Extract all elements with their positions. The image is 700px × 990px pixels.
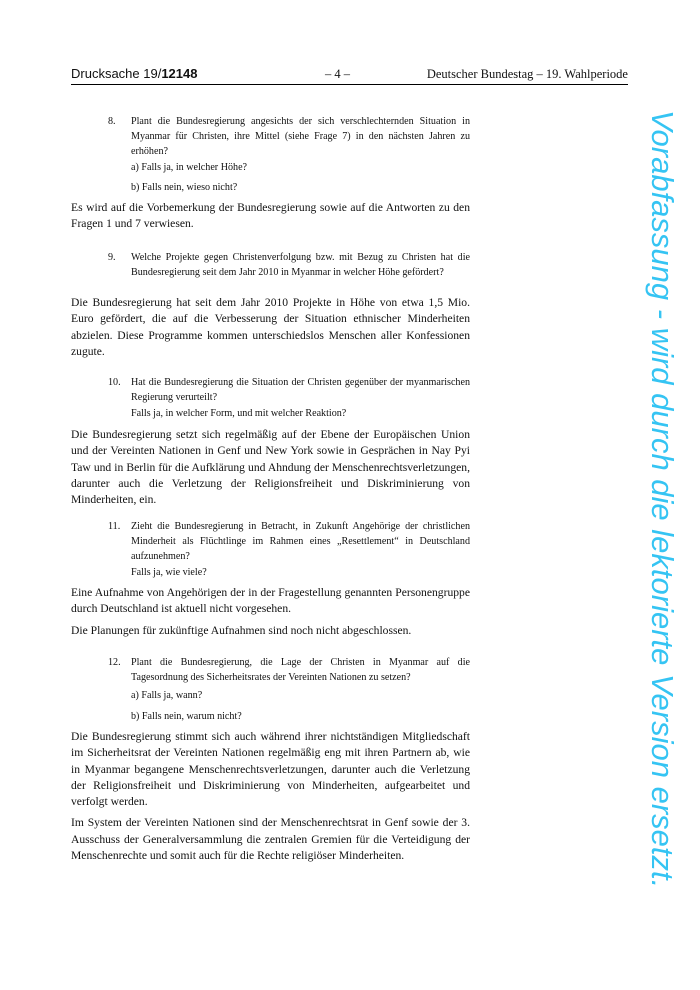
question-12 bbox=[108, 655, 470, 685]
answer-text-2: Die Planungen für zukünftige Aufnahmen sind noch nicht abgeschlossen. bbox=[71, 623, 412, 637]
page-header bbox=[71, 66, 628, 85]
question-text: Welche Projekte gegen Christenverfolgung bzw. mit Bezug zu Christen hat die Bundesregierung seit dem Jahr 2010 in Myanmar in welcher Höhe gefördert? bbox=[131, 252, 470, 279]
question-number: 10. bbox=[108, 377, 121, 388]
document-number bbox=[71, 66, 197, 81]
question-number: 8. bbox=[108, 116, 116, 127]
answer-9 bbox=[71, 295, 470, 360]
question-11-sub: Falls ja, wie viele? bbox=[131, 567, 207, 578]
answer-text: Die Bundesregierung hat seit dem Jahr 2010 Projekte in Höhe von etwa 1,5 Mio. Euro gefördert, die auf die Verbesserung der Situation ethnischer Minderheiten abzielen. Diese Programme kommen unterschiedslos Menschen aller Konfessionen zugute. bbox=[71, 296, 470, 358]
question-text: Hat die Bundesregierung die Situation der Christen gegenüber der myanmarischen Regierung verurteilt? bbox=[131, 377, 470, 404]
question-10 bbox=[108, 375, 470, 405]
answer-text: Eine Aufnahme von Angehörigen der in der Fragestellung genannten Personengruppe durch Deutschland ist aktuell nicht vorgesehen. bbox=[71, 586, 470, 616]
question-10-sub: Falls ja, in welcher Form, und mit welcher Reaktion? bbox=[131, 408, 347, 419]
question-8-sub-a: a) Falls ja, in welcher Höhe? bbox=[131, 162, 248, 173]
parliament-period: Deutscher Bundestag – 19. Wahlperiode bbox=[426, 67, 628, 81]
question-12-sub-a: a) Falls ja, wann? bbox=[131, 690, 203, 701]
question-8-sub-b: b) Falls nein, wieso nicht? bbox=[131, 182, 238, 193]
question-number: 12. bbox=[108, 657, 121, 668]
answer-text: Die Bundesregierung stimmt sich auch während ihrer nichtständigen Mitgliedschaft im Sicherheitsrat der Vereinten Nationen regelmäßig eng mit ihren Partnern ab, wie in Myanmar begangene Menschenrechtsverletzungen, darunter auch die Verletzung der Religionsfreiheit und Diskriminierung von Minderheiten, aufgearbeitet und verfolgt werden. bbox=[71, 730, 470, 809]
draft-watermark: Vorabfassung - wird durch die lektorierte Version ersetzt. bbox=[645, 110, 680, 889]
answer-8 bbox=[71, 200, 470, 233]
answer-text: Es wird auf die Vorbemerkung der Bundesregierung sowie auf die Antworten zu den Fragen 1 und 7 verwiesen. bbox=[71, 201, 470, 231]
answer-text: Die Bundesregierung setzt sich regelmäßig auf der Ebene der Europäischen Union und der Vereinten Nationen in Genf und New York sowie in Gesprächen in Nay Pyi Taw und in Berlin für die Aufklärung und Ahndung der Menschenrechtsverletzungen, darunter auch die Verletzung der Religionsfreiheit und Diskriminierung von Minderheiten, ein. bbox=[71, 428, 470, 507]
question-9 bbox=[108, 250, 470, 280]
doc-label: Drucksache bbox=[71, 66, 140, 81]
page-number: – 4 – bbox=[325, 67, 350, 81]
answer-text-2: Im System der Vereinten Nationen sind der Menschenrechtsrat in Genf sowie der 3. Ausschuss der Generalversammlung die zentralen Gremien für die Verteidigung der Menschenrechte und somit auch für die Rechte religiöser Minderheiten. bbox=[71, 816, 470, 863]
question-text: Plant die Bundesregierung angesichts der sich verschlechternden Situation in Myanmar für Christen, ihre Mittel (siehe Frage 7) in den nächsten Jahren zu erhöhen? bbox=[131, 116, 470, 158]
doc-number: 12148 bbox=[161, 66, 198, 81]
answer-10 bbox=[71, 427, 470, 508]
answer-12 bbox=[71, 729, 470, 864]
question-text: Plant die Bundesregierung, die Lage der Christen in Myanmar auf die Tagesordnung des Sicherheitsrates der Vereinten Nationen zu setzen? bbox=[131, 657, 470, 684]
question-text: Zieht die Bundesregierung in Betracht, in Zukunft Angehörige der christlichen Minderheit als Flüchtlinge im Rahmen eines „Resettlement“ in Deutschland aufzunehmen? bbox=[131, 521, 470, 563]
question-number: 11. bbox=[108, 521, 121, 532]
question-12-sub-b: b) Falls nein, warum nicht? bbox=[131, 711, 242, 722]
question-8 bbox=[108, 114, 470, 160]
answer-11 bbox=[71, 585, 470, 639]
question-number: 9. bbox=[108, 252, 116, 263]
question-11 bbox=[108, 519, 470, 565]
doc-number-prefix: 19/ bbox=[139, 66, 162, 81]
